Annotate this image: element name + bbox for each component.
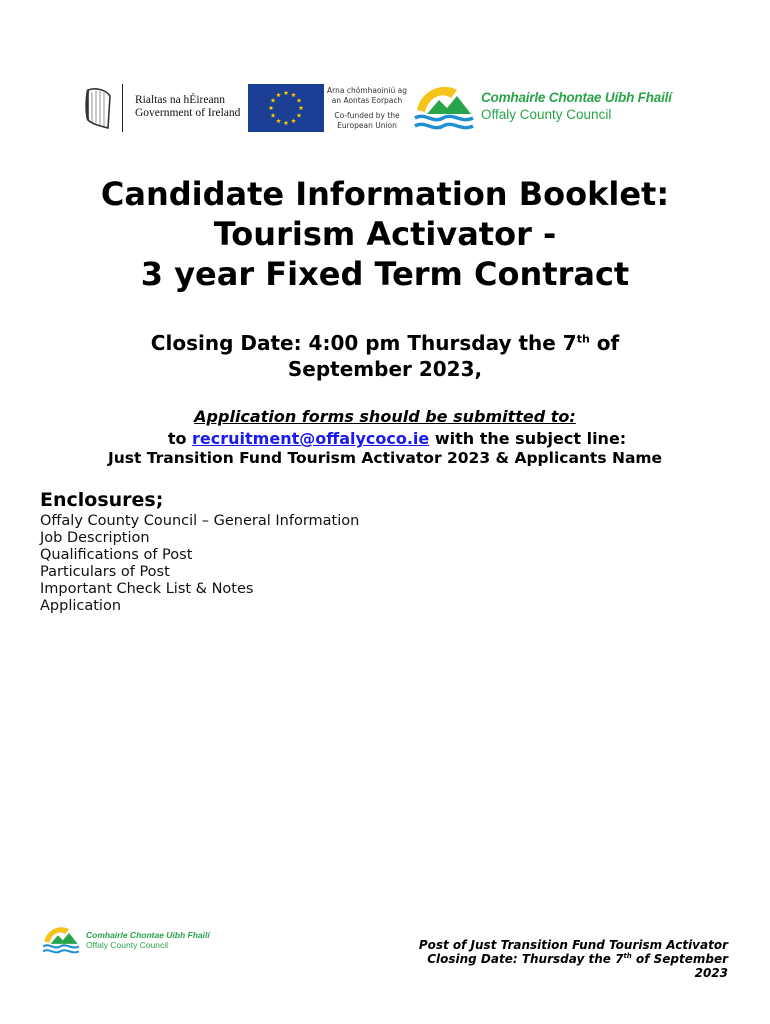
application-subject-line: Just Transition Fund Tourism Activator 2023 & Applicants Name: [107, 449, 663, 467]
enclosures-heading: Enclosures;: [40, 489, 164, 511]
eu-english-line-1: Co-funded by the: [334, 111, 400, 120]
closing-date-prefix: Closing Date: 4:00 pm Thursday the 7: [150, 331, 577, 355]
title-line-1: Candidate Information Booklet:: [100, 175, 670, 213]
harp-emblem-icon: [82, 86, 116, 132]
footer-council-logo-icon: [40, 923, 82, 955]
closing-date-suffix: of: [589, 331, 620, 355]
council-irish-name: Comhairle Chontae Uíbh Fhailí: [481, 90, 672, 105]
footer-line-2-prefix: Closing Date: Thursday the 7: [427, 952, 624, 966]
footer-line-1: Post of Just Transition Fund Tourism Activator: [418, 938, 728, 952]
eu-irish-line-1: Arna chómhaoiniú ag: [327, 86, 407, 95]
enclosure-item: Application: [40, 598, 122, 614]
recruitment-email-link[interactable]: recruitment@offalycoco.ie: [192, 429, 430, 448]
application-heading: Application forms should be submitted to:: [194, 407, 576, 426]
council-english-name: Offaly County Council: [481, 107, 612, 122]
eu-english-line-2: European Union: [337, 121, 397, 130]
footer-council-irish-name: Comhairle Chontae Uíbh Fhailí: [86, 930, 210, 940]
application-to: to: [167, 429, 193, 448]
application-email-line: [0, 429, 770, 448]
enclosure-item: Qualifications of Post: [40, 547, 193, 563]
eu-irish-line-2: an Aontas Eorpach: [331, 96, 403, 105]
eu-cofunded-text: [327, 86, 407, 131]
footer-council-english-name: Offaly County Council: [86, 940, 169, 950]
government-logo-text: [135, 94, 240, 120]
enclosure-item: Offaly County Council – General Information: [40, 513, 360, 529]
closing-date: [0, 330, 770, 382]
application-subject-intro: with the subject line:: [429, 429, 627, 448]
footer-post-info: [419, 938, 728, 980]
closing-date-sup: th: [576, 332, 590, 346]
footer-line-2-sup: th: [623, 952, 632, 960]
enclosures-list: [40, 513, 359, 615]
gov-english-name: Government of Ireland: [135, 107, 241, 119]
enclosure-item: Particulars of Post: [40, 564, 170, 580]
enclosure-item: Important Check List & Notes: [40, 581, 254, 597]
title-line-2: Tourism Activator -: [213, 215, 557, 253]
offaly-council-logo-icon: [413, 80, 475, 132]
footer-council-logo-text: [86, 930, 210, 950]
title-line-3: 3 year Fixed Term Contract: [140, 255, 630, 293]
closing-date-line-2: September 2023,: [287, 357, 483, 381]
footer-line-3: 2023: [694, 966, 728, 980]
footer-line-2-suffix: of September: [631, 952, 728, 966]
gov-irish-name: Rialtas na hÉireann: [135, 94, 226, 106]
enclosure-item: Job Description: [40, 530, 150, 546]
eu-flag-icon: [248, 84, 324, 132]
logo-divider: [122, 84, 123, 132]
booklet-title: [0, 174, 770, 294]
offaly-council-logo-text: [481, 90, 672, 122]
